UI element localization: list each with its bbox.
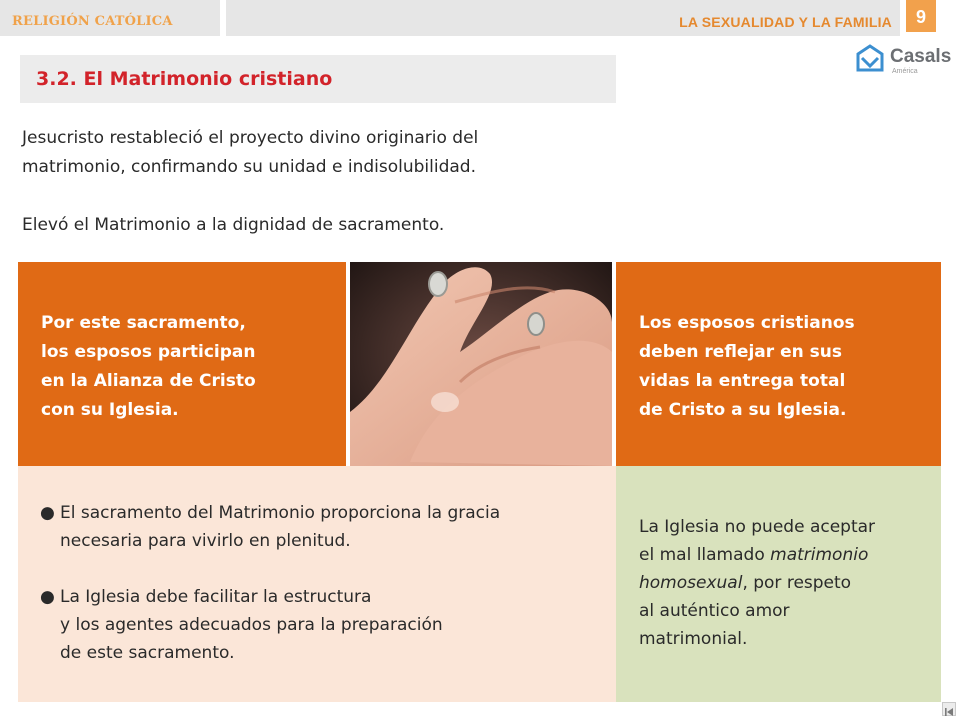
unit-number-badge: 9 — [906, 0, 936, 32]
note-line-3-plain: , por respeto — [742, 573, 852, 593]
panel-self-giving — [616, 262, 941, 466]
note-line-2-plain: el mal llamado — [639, 545, 771, 565]
intro-line-2: matrimonio, confirmando su unidad e indisolubilidad. — [22, 157, 476, 177]
intro-paragraph-2: Elevó el Matrimonio a la dignidad de sacramento. — [22, 215, 445, 235]
publisher-logo — [856, 44, 956, 78]
logo-name: Casals — [890, 46, 952, 67]
bullet-2-line-1: La Iglesia debe facilitar la estructura — [60, 587, 372, 607]
bullet-dot-icon: ● — [40, 503, 55, 523]
bullet-list — [40, 499, 500, 667]
last-page-button[interactable] — [942, 702, 956, 716]
bullet-1-line-2: necesaria para vivirlo en plenitud. — [60, 531, 351, 551]
panel-self-giving-line-3: vidas la entrega total — [639, 371, 846, 391]
note-line-2-italic: matrimonio — [770, 545, 869, 565]
unit-title: LA SEXUALIDAD Y LA FAMILIA — [679, 14, 892, 30]
intro-text — [22, 124, 622, 240]
section-title-bar — [20, 55, 616, 103]
bullet-1-line-1: El sacramento del Matrimonio proporciona la gracia — [60, 503, 501, 523]
bullet-2-line-3: de este sacramento. — [60, 643, 235, 663]
subject-label: RELIGIÓN CATÓLICA — [12, 14, 173, 29]
panel-self-giving-line-4: de Cristo a su Iglesia. — [639, 400, 847, 420]
panel-self-giving-text — [639, 309, 855, 425]
panel-alliance-line-1: Por este sacramento, — [41, 313, 246, 333]
section-title: 3.2. El Matrimonio cristiano — [36, 68, 333, 90]
subject-tab — [0, 0, 220, 36]
note-line-4: al auténtico amor — [639, 601, 790, 621]
note-line-2 — [639, 541, 875, 569]
panel-alliance-line-4: con su Iglesia. — [41, 400, 179, 420]
hands-illustration — [350, 262, 612, 466]
panel-grace-points — [18, 466, 616, 702]
note-line-3 — [639, 569, 875, 597]
church-note-text — [639, 513, 875, 653]
bullet-item-2 — [40, 583, 500, 667]
panel-church-note — [616, 466, 941, 702]
bullet-2-line-2: y los agentes adecuados para la preparación — [60, 615, 443, 635]
note-line-1: La Iglesia no puede aceptar — [639, 517, 876, 537]
panel-alliance-text — [41, 309, 256, 425]
panel-alliance — [18, 262, 346, 466]
intro-line-1: Jesucristo restableció el proyecto divino originario del — [22, 128, 479, 148]
panel-self-giving-line-1: Los esposos cristianos — [639, 313, 855, 333]
note-line-3-italic: homosexual — [639, 573, 743, 593]
panel-alliance-line-3: en la Alianza de Cristo — [41, 371, 256, 391]
casals-logo-icon — [856, 44, 884, 72]
last-page-icon — [943, 706, 955, 718]
logo-subtitle: América — [892, 68, 918, 75]
panel-alliance-line-2: los esposos participan — [41, 342, 256, 362]
panel-self-giving-line-2: deben reflejar en sus — [639, 342, 842, 362]
unit-tab — [226, 0, 900, 36]
wedding-rings-hands-photo — [350, 262, 612, 466]
intro-paragraph-1 — [22, 124, 622, 182]
bullet-dot-icon: ● — [40, 587, 55, 607]
note-line-5: matrimonial. — [639, 629, 748, 649]
bullet-item-1 — [40, 499, 500, 555]
top-bar — [0, 0, 960, 36]
